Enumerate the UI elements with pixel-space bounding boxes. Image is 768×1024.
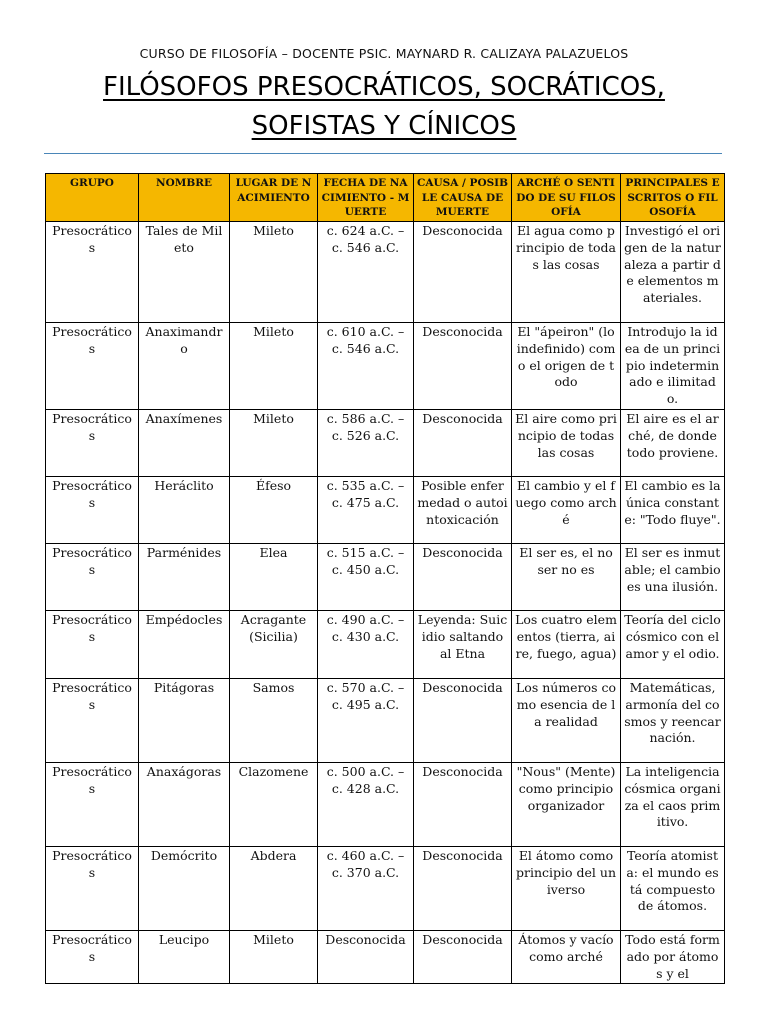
table-row xyxy=(46,930,725,983)
cell-escritos: Matemáticas, armonía del cosmos y reencarnación. xyxy=(621,678,725,762)
cell-escritos: El aire es el arché, de donde todo proviene. xyxy=(621,409,725,476)
cell-lugar: Mileto xyxy=(230,222,318,323)
cell-grupo: Presocráticos xyxy=(46,930,139,983)
cell-causa: Desconocida xyxy=(414,930,512,983)
column-header-arche: ARCHÉ O SENTIDO DE SU FILOSOFÍA xyxy=(512,174,621,222)
cell-escritos: Teoría atomista: el mundo está compuesto de átomos. xyxy=(621,846,725,930)
cell-fecha: c. 515 a.C. – c. 450 a.C. xyxy=(318,543,414,610)
course-header: CURSO DE FILOSOFÍA – DOCENTE PSIC. MAYNARD R. CALIZAYA PALAZUELOS xyxy=(139,46,629,61)
table-row xyxy=(46,846,725,930)
cell-escritos: El ser es inmutable; el cambio es una ilusión. xyxy=(621,543,725,610)
table-row xyxy=(46,762,725,846)
column-header-fecha: FECHA DE NACIMIENTO - MUERTE xyxy=(318,174,414,222)
cell-arche: El agua como principio de todas las cosas xyxy=(512,222,621,323)
cell-arche: Los números como esencia de la realidad xyxy=(512,678,621,762)
column-header-nombre: NOMBRE xyxy=(139,174,230,222)
cell-grupo: Presocráticos xyxy=(46,323,139,410)
cell-escritos: El cambio es la única constante: "Todo fluye". xyxy=(621,476,725,543)
table-row xyxy=(46,409,725,476)
cell-nombre: Pitágoras xyxy=(139,678,230,762)
cell-escritos: La inteligencia cósmica organiza el caos primitivo. xyxy=(621,762,725,846)
cell-escritos: Introdujo la idea de un principio indeterminado e ilimitado. xyxy=(621,323,725,410)
cell-nombre: Heráclito xyxy=(139,476,230,543)
cell-fecha: c. 535 a.C. – c. 475 a.C. xyxy=(318,476,414,543)
cell-lugar: Mileto xyxy=(230,323,318,410)
page-title-line-1: FILÓSOFOS PRESOCRÁTICOS, SOCRÁTICOS, xyxy=(103,72,665,102)
title-divider xyxy=(44,153,722,154)
cell-arche: El ser es, el no ser no es xyxy=(512,543,621,610)
cell-fecha: c. 460 a.C. – c. 370 a.C. xyxy=(318,846,414,930)
cell-grupo: Presocráticos xyxy=(46,846,139,930)
page-title-line-2: SOFISTAS Y CÍNICOS xyxy=(251,111,517,141)
cell-causa: Desconocida xyxy=(414,543,512,610)
cell-arche: El aire como principio de todas las cosas xyxy=(512,409,621,476)
cell-arche: El átomo como principio del universo xyxy=(512,846,621,930)
cell-escritos: Teoría del ciclo cósmico con el amor y el odio. xyxy=(621,610,725,678)
cell-grupo: Presocráticos xyxy=(46,678,139,762)
cell-lugar: Éfeso xyxy=(230,476,318,543)
cell-fecha: Desconocida xyxy=(318,930,414,983)
cell-fecha: c. 624 a.C. – c. 546 a.C. xyxy=(318,222,414,323)
cell-causa: Desconocida xyxy=(414,409,512,476)
cell-grupo: Presocráticos xyxy=(46,476,139,543)
column-header-lugar: LUGAR DE NACIMIENTO xyxy=(230,174,318,222)
table-row xyxy=(46,543,725,610)
cell-nombre: Tales de Mileto xyxy=(139,222,230,323)
cell-lugar: Clazomene xyxy=(230,762,318,846)
cell-grupo: Presocráticos xyxy=(46,610,139,678)
cell-nombre: Demócrito xyxy=(139,846,230,930)
column-header-causa: CAUSA / POSIBLE CAUSA DE MUERTE xyxy=(414,174,512,222)
cell-causa: Leyenda: Suicidio saltando al Etna xyxy=(414,610,512,678)
cell-causa: Desconocida xyxy=(414,323,512,410)
cell-nombre: Leucipo xyxy=(139,930,230,983)
column-header-grupo: GRUPO xyxy=(46,174,139,222)
cell-fecha: c. 500 a.C. – c. 428 a.C. xyxy=(318,762,414,846)
cell-arche: "Nous" (Mente) como principio organizador xyxy=(512,762,621,846)
cell-fecha: c. 490 a.C. – c. 430 a.C. xyxy=(318,610,414,678)
cell-lugar: Abdera xyxy=(230,846,318,930)
cell-grupo: Presocráticos xyxy=(46,762,139,846)
cell-arche: El "ápeiron" (lo indefinido) como el origen de todo xyxy=(512,323,621,410)
cell-lugar: Samos xyxy=(230,678,318,762)
cell-grupo: Presocráticos xyxy=(46,222,139,323)
cell-fecha: c. 586 a.C. – c. 526 a.C. xyxy=(318,409,414,476)
cell-arche: Los cuatro elementos (tierra, aire, fuego, agua) xyxy=(512,610,621,678)
cell-causa: Desconocida xyxy=(414,846,512,930)
cell-causa: Desconocida xyxy=(414,762,512,846)
cell-arche: El cambio y el fuego como arché xyxy=(512,476,621,543)
table-row xyxy=(46,610,725,678)
cell-nombre: Empédocles xyxy=(139,610,230,678)
cell-escritos: Todo está formado por átomos y el xyxy=(621,930,725,983)
cell-fecha: c. 570 a.C. – c. 495 a.C. xyxy=(318,678,414,762)
cell-causa: Desconocida xyxy=(414,678,512,762)
table-header-row xyxy=(46,174,725,222)
cell-arche: Átomos y vacío como arché xyxy=(512,930,621,983)
cell-grupo: Presocráticos xyxy=(46,543,139,610)
cell-nombre: Anaxímenes xyxy=(139,409,230,476)
table-row xyxy=(46,222,725,323)
table-row xyxy=(46,678,725,762)
cell-causa: Desconocida xyxy=(414,222,512,323)
cell-lugar: Acragante (Sicilia) xyxy=(230,610,318,678)
philosophers-table xyxy=(45,173,725,984)
cell-nombre: Anaximandro xyxy=(139,323,230,410)
cell-grupo: Presocráticos xyxy=(46,409,139,476)
cell-lugar: Mileto xyxy=(230,409,318,476)
table-row xyxy=(46,476,725,543)
cell-causa: Posible enfermedad o autointoxicación xyxy=(414,476,512,543)
cell-nombre: Parménides xyxy=(139,543,230,610)
cell-lugar: Elea xyxy=(230,543,318,610)
cell-escritos: Investigó el origen de la naturaleza a partir de elementos materiales. xyxy=(621,222,725,323)
cell-nombre: Anaxágoras xyxy=(139,762,230,846)
cell-lugar: Mileto xyxy=(230,930,318,983)
column-header-escritos: PRINCIPALES ESCRITOS O FILOSOFÍA xyxy=(621,174,725,222)
cell-fecha: c. 610 a.C. – c. 546 a.C. xyxy=(318,323,414,410)
table-row xyxy=(46,323,725,410)
